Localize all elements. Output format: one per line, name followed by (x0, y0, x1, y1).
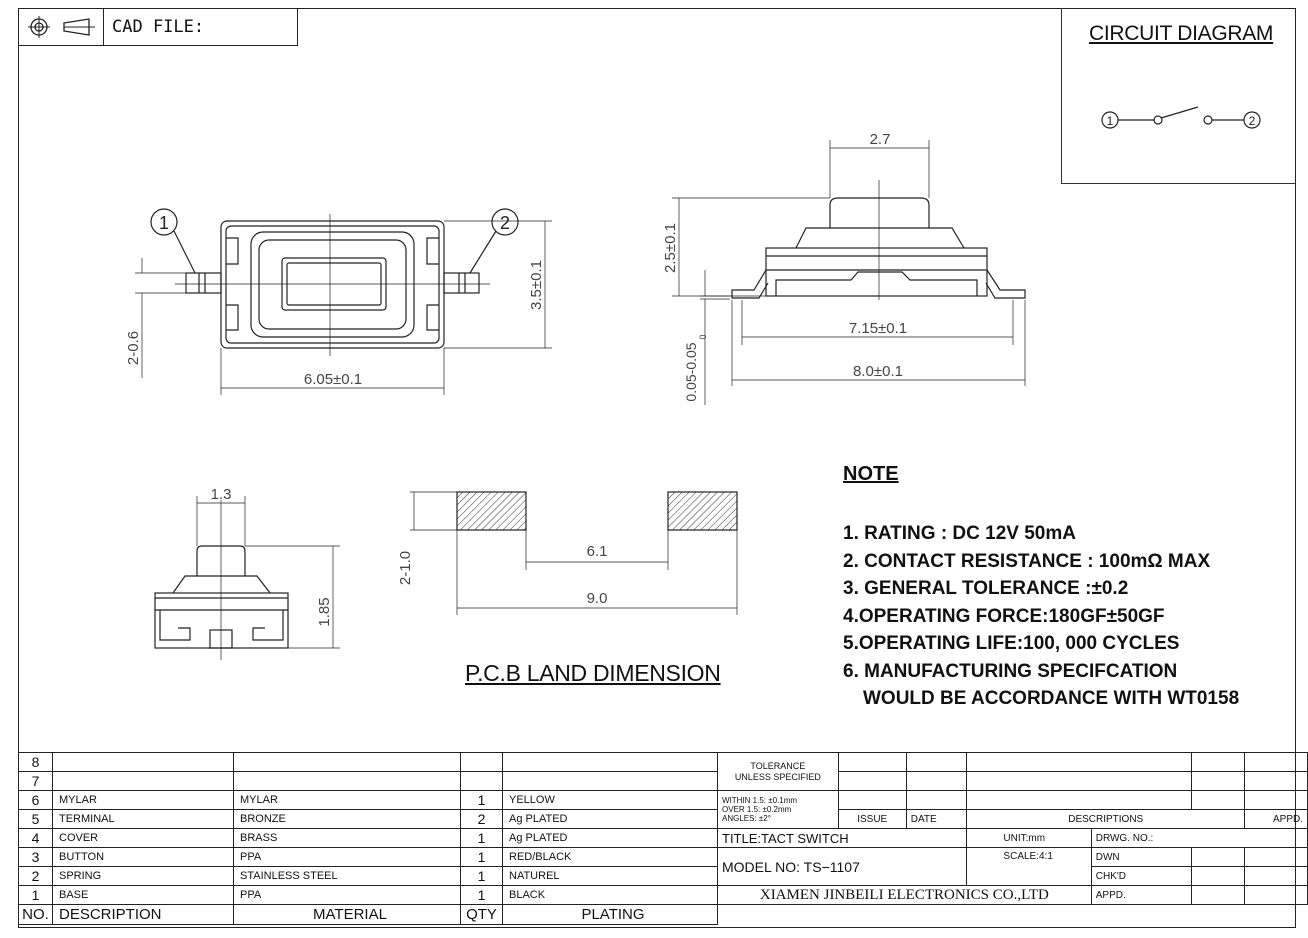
note-line: WOULD BE ACCORDANCE WITH WT0158 (863, 688, 1240, 709)
bom-desc: COVER (53, 829, 234, 848)
cad-file-label: CAD FILE: (112, 17, 205, 37)
bom-plating: BLACK (503, 886, 718, 905)
bom-material (234, 772, 461, 791)
bom-header-material: MATERIAL (234, 905, 461, 925)
bom-desc (53, 772, 234, 791)
pcb-pad-left (457, 492, 526, 530)
bom-qty: 1 (461, 848, 503, 867)
bom-qty: 1 (461, 829, 503, 848)
dwn-label: DWN (1091, 848, 1191, 867)
appd-header: APPD. (1245, 810, 1308, 829)
circuit-pin1-label: 1 (1106, 114, 1114, 128)
tolerance-cell (718, 753, 839, 791)
table-row (19, 867, 718, 886)
bom-no: 2 (19, 867, 53, 886)
bom-material: BRASS (234, 829, 461, 848)
table-row (19, 886, 718, 905)
table-row (19, 791, 718, 810)
bom-no: 8 (19, 753, 53, 772)
date-header: DATE (906, 810, 967, 829)
bom-header-plating: PLATING (503, 905, 718, 925)
note-line: 2. CONTACT RESISTANCE : 100mΩ MAX (843, 550, 1211, 572)
top-dim-lead: 2-0.6 (125, 330, 142, 366)
bom-no: 6 (19, 791, 53, 810)
bom-no: 7 (19, 772, 53, 791)
bom-plating: Ag PLATED (503, 810, 718, 829)
table-row (19, 753, 718, 772)
bill-of-materials (18, 752, 718, 925)
bom-material: STAINLESS STEEL (234, 867, 461, 886)
bom-plating: YELLOW (503, 791, 718, 810)
bom-qty: 1 (461, 867, 503, 886)
front-view (672, 140, 1025, 405)
front-dim-height: 2.5±0.1 (662, 223, 679, 273)
bom-material: PPA (234, 848, 461, 867)
bom-qty (461, 753, 503, 772)
pcb-pad-right (668, 492, 737, 530)
tolerance-label: TOLERANCE (750, 760, 806, 771)
top-pin1-label: 1 (158, 213, 170, 233)
top-pin2-label: 2 (499, 213, 511, 233)
note-line: 4.OPERATING FORCE:180GF±50GF (843, 605, 1165, 627)
bom-material (234, 753, 461, 772)
appd-label: APPD. (1091, 886, 1191, 905)
bom-no: 1 (19, 886, 53, 905)
front-dim-standoff-sup: 0 (698, 334, 708, 340)
tolerance-angles: ANGLES: ±2° (722, 814, 771, 823)
bom-plating: NATUREL (503, 867, 718, 886)
circuit-pin2-label: 2 (1248, 114, 1256, 128)
table-row (19, 829, 718, 848)
bom-no: 4 (19, 829, 53, 848)
bom-material: BRONZE (234, 810, 461, 829)
side-dim-button: 1.3 (210, 486, 232, 503)
bom-header-no: NO. (19, 905, 53, 925)
bom-plating: RED/BLACK (503, 848, 718, 867)
pcb-dim-inner: 6.1 (586, 543, 608, 560)
bom-plating: Ag PLATED (503, 829, 718, 848)
bom-qty: 2 (461, 810, 503, 829)
title-block (717, 752, 1308, 905)
side-view (155, 496, 340, 660)
circuit-schematic (1102, 107, 1260, 128)
note-line: 1. RATING : DC 12V 50mA (843, 523, 1076, 544)
note-line: 6. MANUFACTURING SPECIFCATION (843, 660, 1178, 682)
bom-plating (503, 772, 718, 791)
title-cell: TITLE:TACT SWITCH (718, 829, 967, 848)
table-row (19, 772, 718, 791)
bom-qty: 1 (461, 886, 503, 905)
bom-desc: BASE (53, 886, 234, 905)
pcb-land (410, 492, 737, 615)
tolerance-values (718, 791, 839, 829)
bom-header-qty: QTY (461, 905, 503, 925)
table-row (19, 810, 718, 829)
issue-header: ISSUE (838, 810, 906, 829)
bom-material: MYLAR (234, 791, 461, 810)
note-line: 3. GENERAL TOLERANCE :±0.2 (843, 578, 1129, 599)
bom-desc: BUTTON (53, 848, 234, 867)
bom-no: 3 (19, 848, 53, 867)
descriptions-header: DESCRIPTIONS (967, 810, 1245, 829)
front-dim-standoff: 0.05-0.05 (683, 342, 699, 402)
bom-header-desc: DESCRIPTION (53, 905, 234, 925)
tolerance-within: WITHIN 1.5: ±0.1mm (722, 796, 798, 805)
pcb-dim-pad: 2-1.0 (397, 550, 414, 586)
front-dim-button: 2.7 (869, 131, 891, 148)
bom-desc: TERMINAL (53, 810, 234, 829)
bom-desc: SPRING (53, 867, 234, 886)
tolerance-over: OVER 1.5: ±0.2mm (722, 805, 792, 814)
top-view (135, 209, 552, 395)
scale-cell: SCALE:4:1 (967, 848, 1091, 886)
chkd-label: CHK'D (1091, 867, 1191, 886)
bom-header-row (19, 905, 718, 925)
bom-desc (53, 753, 234, 772)
bom-material: PPA (234, 886, 461, 905)
table-row (19, 848, 718, 867)
bom-desc: MYLAR (53, 791, 234, 810)
bom-plating (503, 753, 718, 772)
front-dim-body: 7.15±0.1 (848, 320, 908, 337)
circuit-diagram-title: CIRCUIT DIAGRAM (1089, 22, 1274, 45)
notes-section (843, 463, 1239, 713)
side-dim-height: 1.85 (316, 597, 333, 627)
top-dim-height: 3.5±0.1 (528, 260, 545, 310)
tolerance-sublabel: UNLESS SPECIFIED (734, 771, 821, 782)
pcb-dim-outer: 9.0 (586, 590, 608, 607)
company-name: XIAMEN JINBEILI ELECTRONICS CO.,LTD (718, 886, 1092, 905)
unit-cell: UNIT:mm (967, 829, 1091, 848)
bom-qty (461, 772, 503, 791)
pcb-land-title: P.C.B LAND DIMENSION (465, 660, 721, 686)
bom-no: 5 (19, 810, 53, 829)
note-heading: NOTE (843, 463, 899, 485)
drawing-number-cell: DRWG. NO.: (1091, 829, 1307, 848)
top-dim-width: 6.05±0.1 (303, 371, 363, 388)
bom-qty: 1 (461, 791, 503, 810)
front-dim-total: 8.0±0.1 (853, 363, 903, 380)
note-line: 5.OPERATING LIFE:100, 000 CYCLES (843, 633, 1180, 654)
model-cell: MODEL NO: TS−1107 (718, 848, 967, 886)
